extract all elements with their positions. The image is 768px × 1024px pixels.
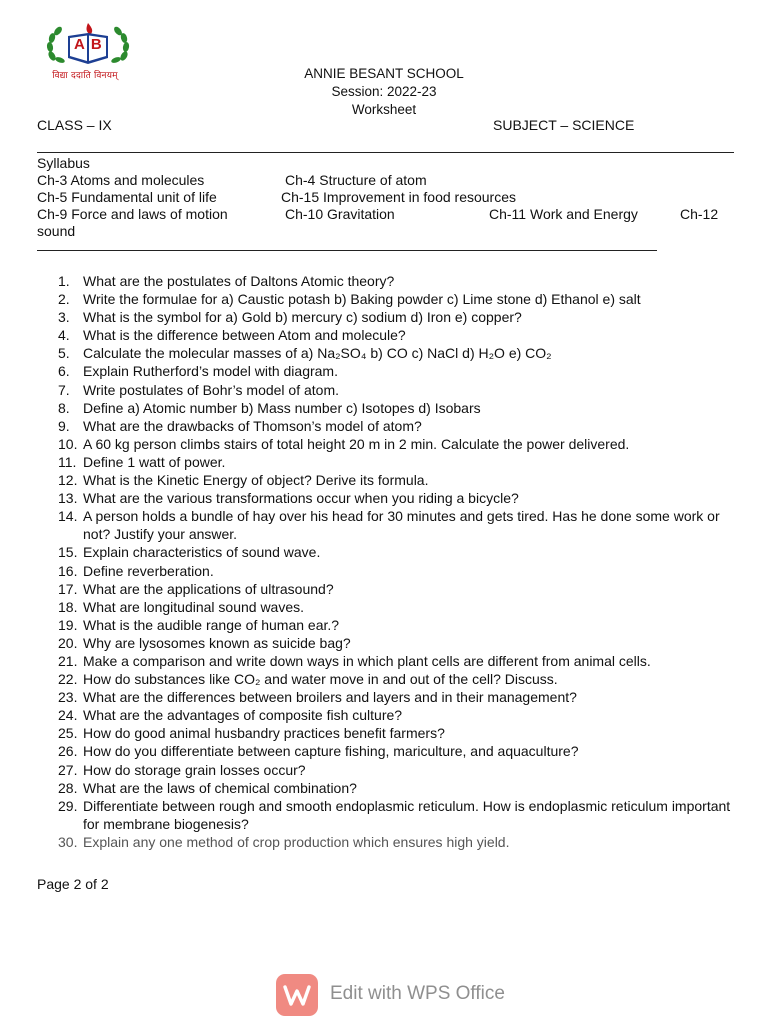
question-number: 9. xyxy=(58,417,70,434)
wps-edit-link[interactable]: Edit with WPS Office xyxy=(330,983,505,1004)
question-number: 28. xyxy=(58,779,78,796)
question-number: 27. xyxy=(58,761,78,778)
question-item xyxy=(58,381,738,399)
question-item xyxy=(58,688,738,706)
question-text: Write postulates of Bohr’s model of atom. xyxy=(83,381,340,398)
syllabus-chapter: Ch-4 Structure of atom xyxy=(285,172,427,188)
question-text: Calculate the molecular masses of a) Na₂SO₄ b) CO c) NaCl d) H₂O e) CO₂ xyxy=(83,345,552,362)
question-item xyxy=(58,453,738,471)
logo-letters: AB xyxy=(74,36,108,53)
question-number: 2. xyxy=(58,291,70,308)
page-number: Page 2 of 2 xyxy=(37,876,109,892)
question-text: What are the advantages of composite fish culture? xyxy=(83,707,403,724)
question-item xyxy=(58,362,738,380)
question-item xyxy=(58,797,738,833)
question-text: What is the Kinetic Energy of object? Derive its formula. xyxy=(83,472,429,489)
question-item xyxy=(58,489,738,507)
question-number: 6. xyxy=(58,363,70,380)
question-item xyxy=(58,471,738,489)
question-number: 21. xyxy=(58,652,78,669)
question-item xyxy=(58,652,738,670)
question-number: 23. xyxy=(58,689,78,706)
question-item xyxy=(58,562,738,580)
question-number: 11. xyxy=(58,453,77,470)
question-text: What are the postulates of Daltons Atomic theory? xyxy=(83,273,395,289)
question-item xyxy=(58,507,738,543)
question-number: 7. xyxy=(58,381,70,398)
wps-office-icon[interactable] xyxy=(276,974,318,1016)
question-number: 14. xyxy=(58,508,78,525)
question-item xyxy=(58,706,738,724)
question-text: How do you differentiate between capture fishing, mariculture, and aquaculture? xyxy=(83,743,579,760)
question-number: 12. xyxy=(58,472,78,489)
question-number: 30. xyxy=(58,833,78,850)
question-number: 16. xyxy=(58,562,78,579)
document-type: Worksheet xyxy=(351,102,417,117)
question-text: What is the symbol for a) Gold b) mercury c) sodium d) Iron e) copper? xyxy=(83,309,522,326)
question-number: 8. xyxy=(58,399,70,416)
question-number: 24. xyxy=(58,707,78,724)
question-number: 3. xyxy=(58,309,70,326)
syllabus-divider xyxy=(37,250,657,251)
question-number: 17. xyxy=(58,580,78,597)
question-text: What are the drawbacks of Thomson’s model of atom? xyxy=(83,417,422,434)
question-text: What are the laws of chemical combination? xyxy=(83,779,357,796)
question-item xyxy=(58,761,738,779)
question-text: Explain any one method of crop production which ensures high yield. xyxy=(83,833,510,850)
question-item xyxy=(58,344,738,362)
question-text: Differentiate between rough and smooth endoplasmic reticulum. How is endoplasmic reticulum important for membrane biogenesis? xyxy=(83,797,731,832)
question-number: 15. xyxy=(58,544,78,561)
question-item xyxy=(58,634,738,652)
question-item xyxy=(58,326,738,344)
question-number: 20. xyxy=(58,634,78,651)
question-number: 4. xyxy=(58,327,70,344)
question-text: Define 1 watt of power. xyxy=(83,453,226,470)
question-text: Explain Rutherford’s model with diagram. xyxy=(83,363,338,380)
question-item xyxy=(58,742,738,760)
syllabus-chapter: Ch-11 Work and Energy xyxy=(489,206,638,222)
question-item xyxy=(58,272,738,290)
question-item xyxy=(58,670,738,688)
syllabus-row xyxy=(37,206,737,223)
syllabus-chapter: Ch-9 Force and laws of motion xyxy=(37,206,228,222)
question-number: 26. xyxy=(58,743,78,760)
question-text: What is the difference between Atom and molecule? xyxy=(83,327,406,344)
question-item xyxy=(58,417,738,435)
question-item xyxy=(58,833,738,851)
syllabus-row xyxy=(37,189,737,206)
header-divider xyxy=(37,152,734,153)
syllabus-chapter: Ch-15 Improvement in food resources xyxy=(281,189,516,205)
school-name: ANNIE BESANT SCHOOL xyxy=(304,66,464,81)
syllabus-title: Syllabus xyxy=(37,155,90,171)
question-text: How do good animal husbandry practices benefit farmers? xyxy=(83,725,445,742)
question-text: Define a) Atomic number b) Mass number c) Isotopes d) Isobars xyxy=(83,399,481,416)
question-number: 22. xyxy=(58,671,78,688)
question-item xyxy=(58,308,738,326)
syllabus-chapter: Ch-5 Fundamental unit of life xyxy=(37,189,217,205)
question-text: What are the differences between broilers and layers and in their management? xyxy=(83,689,577,706)
question-text: Make a comparison and write down ways in which plant cells are different from animal cells. xyxy=(83,652,651,669)
question-text: What are the applications of ultrasound? xyxy=(83,580,334,597)
question-text: What are longitudinal sound waves. xyxy=(83,598,305,615)
syllabus-chapter: sound xyxy=(37,223,76,239)
question-item xyxy=(58,435,738,453)
question-item xyxy=(58,543,738,561)
subject-label: SUBJECT – SCIENCE xyxy=(493,117,635,133)
syllabus-chapter: Ch-3 Atoms and molecules xyxy=(37,172,205,188)
question-text: Why are lysosomes known as suicide bag? xyxy=(83,634,351,651)
question-item xyxy=(58,724,738,742)
syllabus-section xyxy=(37,155,737,240)
question-number: 19. xyxy=(58,616,78,633)
school-motto: विद्या ददाति विनयम् xyxy=(52,71,118,81)
question-number: 1. xyxy=(58,273,70,289)
question-text: Explain characteristics of sound wave. xyxy=(83,544,321,561)
question-number: 25. xyxy=(58,725,78,742)
question-number: 5. xyxy=(58,345,70,362)
question-text: What are the various transformations occur when you riding a bicycle? xyxy=(83,490,519,507)
question-item xyxy=(58,598,738,616)
question-text: How do storage grain losses occur? xyxy=(83,761,306,778)
question-text: Define reverberation. xyxy=(83,562,214,579)
question-text: What is the audible range of human ear.? xyxy=(83,616,340,633)
session-label: Session: 2022-23 xyxy=(331,84,437,99)
question-number: 29. xyxy=(58,797,78,814)
wps-edit-banner[interactable] xyxy=(276,974,526,1018)
question-number: 13. xyxy=(58,490,78,507)
question-text: How do substances like CO₂ and water move in and out of the cell? Discuss. xyxy=(83,671,558,688)
question-text: A person holds a bundle of hay over his head for 30 minutes and gets tired. Has he done some work or not? Justify your answer. xyxy=(83,508,720,543)
question-text: Write the formulae for a) Caustic potash b) Baking powder c) Lime stone d) Ethanol e) salt xyxy=(83,291,641,308)
question-item xyxy=(58,290,738,308)
question-item xyxy=(58,399,738,417)
question-list xyxy=(58,272,738,851)
syllabus-chapter: Ch-12 xyxy=(680,206,719,222)
question-item xyxy=(58,779,738,797)
class-label: CLASS – IX xyxy=(37,117,112,133)
question-number: 18. xyxy=(58,598,78,615)
class-subject-line xyxy=(37,117,737,135)
question-number: 10. xyxy=(58,435,78,452)
syllabus-chapter: Ch-10 Gravitation xyxy=(285,206,395,222)
syllabus-row xyxy=(37,223,737,240)
question-item xyxy=(58,580,738,598)
question-text: A 60 kg person climbs stairs of total height 20 m in 2 min. Calculate the power delivered. xyxy=(83,435,630,452)
document-header xyxy=(234,65,534,119)
question-item xyxy=(58,616,738,634)
syllabus-row xyxy=(37,172,737,189)
